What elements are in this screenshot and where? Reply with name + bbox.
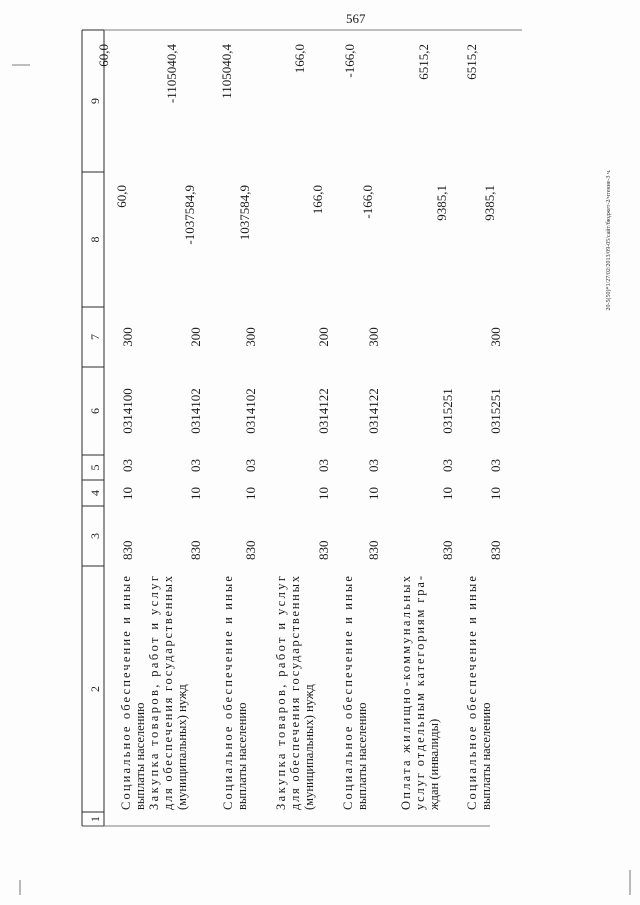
row-code-5: 03 [488,459,503,472]
header-cell-2: 2 [88,686,102,692]
row-code-7: 300 [243,327,258,347]
row-code-7: 300 [366,327,381,347]
header-cell-9: 9 [88,98,102,104]
table-row [464,44,503,810]
row-description-line: Закупка товаров, работ и услуг [147,576,161,810]
row-value-9: 1105040,4 [219,44,234,99]
row-description-line: (муниципальных) нужд [175,684,189,810]
row-code-6: 0314122 [366,388,381,434]
row-code-4: 10 [440,487,455,500]
header-cell-4: 4 [88,490,102,496]
row-description-line: (муниципальных) нужд [302,684,316,810]
row-code-6: 0314100 [120,388,135,434]
row-code-7: 200 [316,327,331,347]
row-code-5: 03 [120,459,135,472]
row-value-8: 60,0 [114,185,129,208]
table-row [274,44,331,810]
row-description-line: Социальное обеспечение и иные [465,576,479,810]
row-code-6: 0315251 [440,388,455,434]
header-cell-5: 5 [88,464,102,471]
page-number: 567 [346,11,366,26]
row-description-line: Социальное обеспечение и иные [221,576,235,810]
row-description-line: выплаты населению [355,702,369,810]
row-code-5: 03 [243,459,258,472]
row-value-9: 60,0 [96,44,111,67]
row-description-line: выплаты населению [133,702,147,810]
row-code-3: 830 [243,540,258,560]
row-description-line: ждан (инвалиды) [427,718,441,810]
row-code-6: 0315251 [488,388,503,434]
header-cell-8: 8 [88,236,102,243]
row-code-6: 0314102 [188,388,203,434]
row-code-3: 830 [316,540,331,560]
row-code-3: 830 [366,540,381,560]
row-code-4: 10 [316,487,331,500]
row-code-4: 10 [120,487,135,500]
row-code-3: 830 [488,540,503,560]
row-value-9: 6515,2 [416,44,431,80]
row-description-line: услуг отдельным категориям гра- [413,576,427,810]
row-value-9: 6515,2 [464,44,479,80]
row-code-3: 830 [120,540,135,560]
row-value-9: -166,0 [342,44,357,78]
row-code-7: 200 [188,327,203,347]
row-description-line: выплаты населению [479,702,493,810]
row-code-6: 0314102 [243,388,258,434]
row-code-4: 10 [366,487,381,500]
table-row [219,44,258,810]
row-code-3: 830 [440,540,455,560]
row-code-4: 10 [488,487,503,500]
row-code-5: 03 [366,459,381,472]
row-description-line: Социальное обеспечение и иные [341,576,355,810]
table-row [341,44,381,810]
row-code-5: 03 [440,459,455,472]
row-description-line: выплаты населению [235,702,249,810]
row-description-line: для обеспечения государственных [288,576,302,810]
row-value-8: 166,0 [310,185,325,215]
row-value-8: -1037584,9 [182,185,197,245]
row-code-5: 03 [188,459,203,472]
row-value-8: -166,0 [360,185,375,219]
row-description-line: для обеспечения государственных [161,576,175,810]
row-code-3: 830 [188,540,203,560]
header-cell-3: 3 [88,533,102,539]
row-value-9: 166,0 [292,44,307,74]
row-value-8: 9385,1 [482,185,497,221]
row-code-5: 03 [316,459,331,472]
row-code-6: 0314122 [316,388,331,434]
row-code-4: 10 [188,487,203,500]
table-row [399,44,455,811]
row-code-4: 10 [243,487,258,500]
header-cell-7: 7 [88,334,102,340]
row-value-9: -1105040,4 [164,44,179,104]
row-description-line: Социальное обеспечение и иные [119,576,133,810]
row-value-8: 9385,1 [434,185,449,221]
row-value-8: 1037584,9 [237,185,252,241]
row-description-line: Закупка товаров, работ и услуг [274,576,288,810]
table-row [147,44,203,810]
header-cell-6: 6 [88,408,102,414]
header-cell-1: 1 [88,816,102,822]
row-description-line: Оплата жилищно-коммунальных [399,576,413,810]
row-code-7: 300 [120,327,135,347]
side-note: 20-5(50)*1/27/02/2013/09-05/сайт/бюджет-2/чтение-3 ч. [606,169,612,311]
row-code-7: 300 [488,327,503,347]
